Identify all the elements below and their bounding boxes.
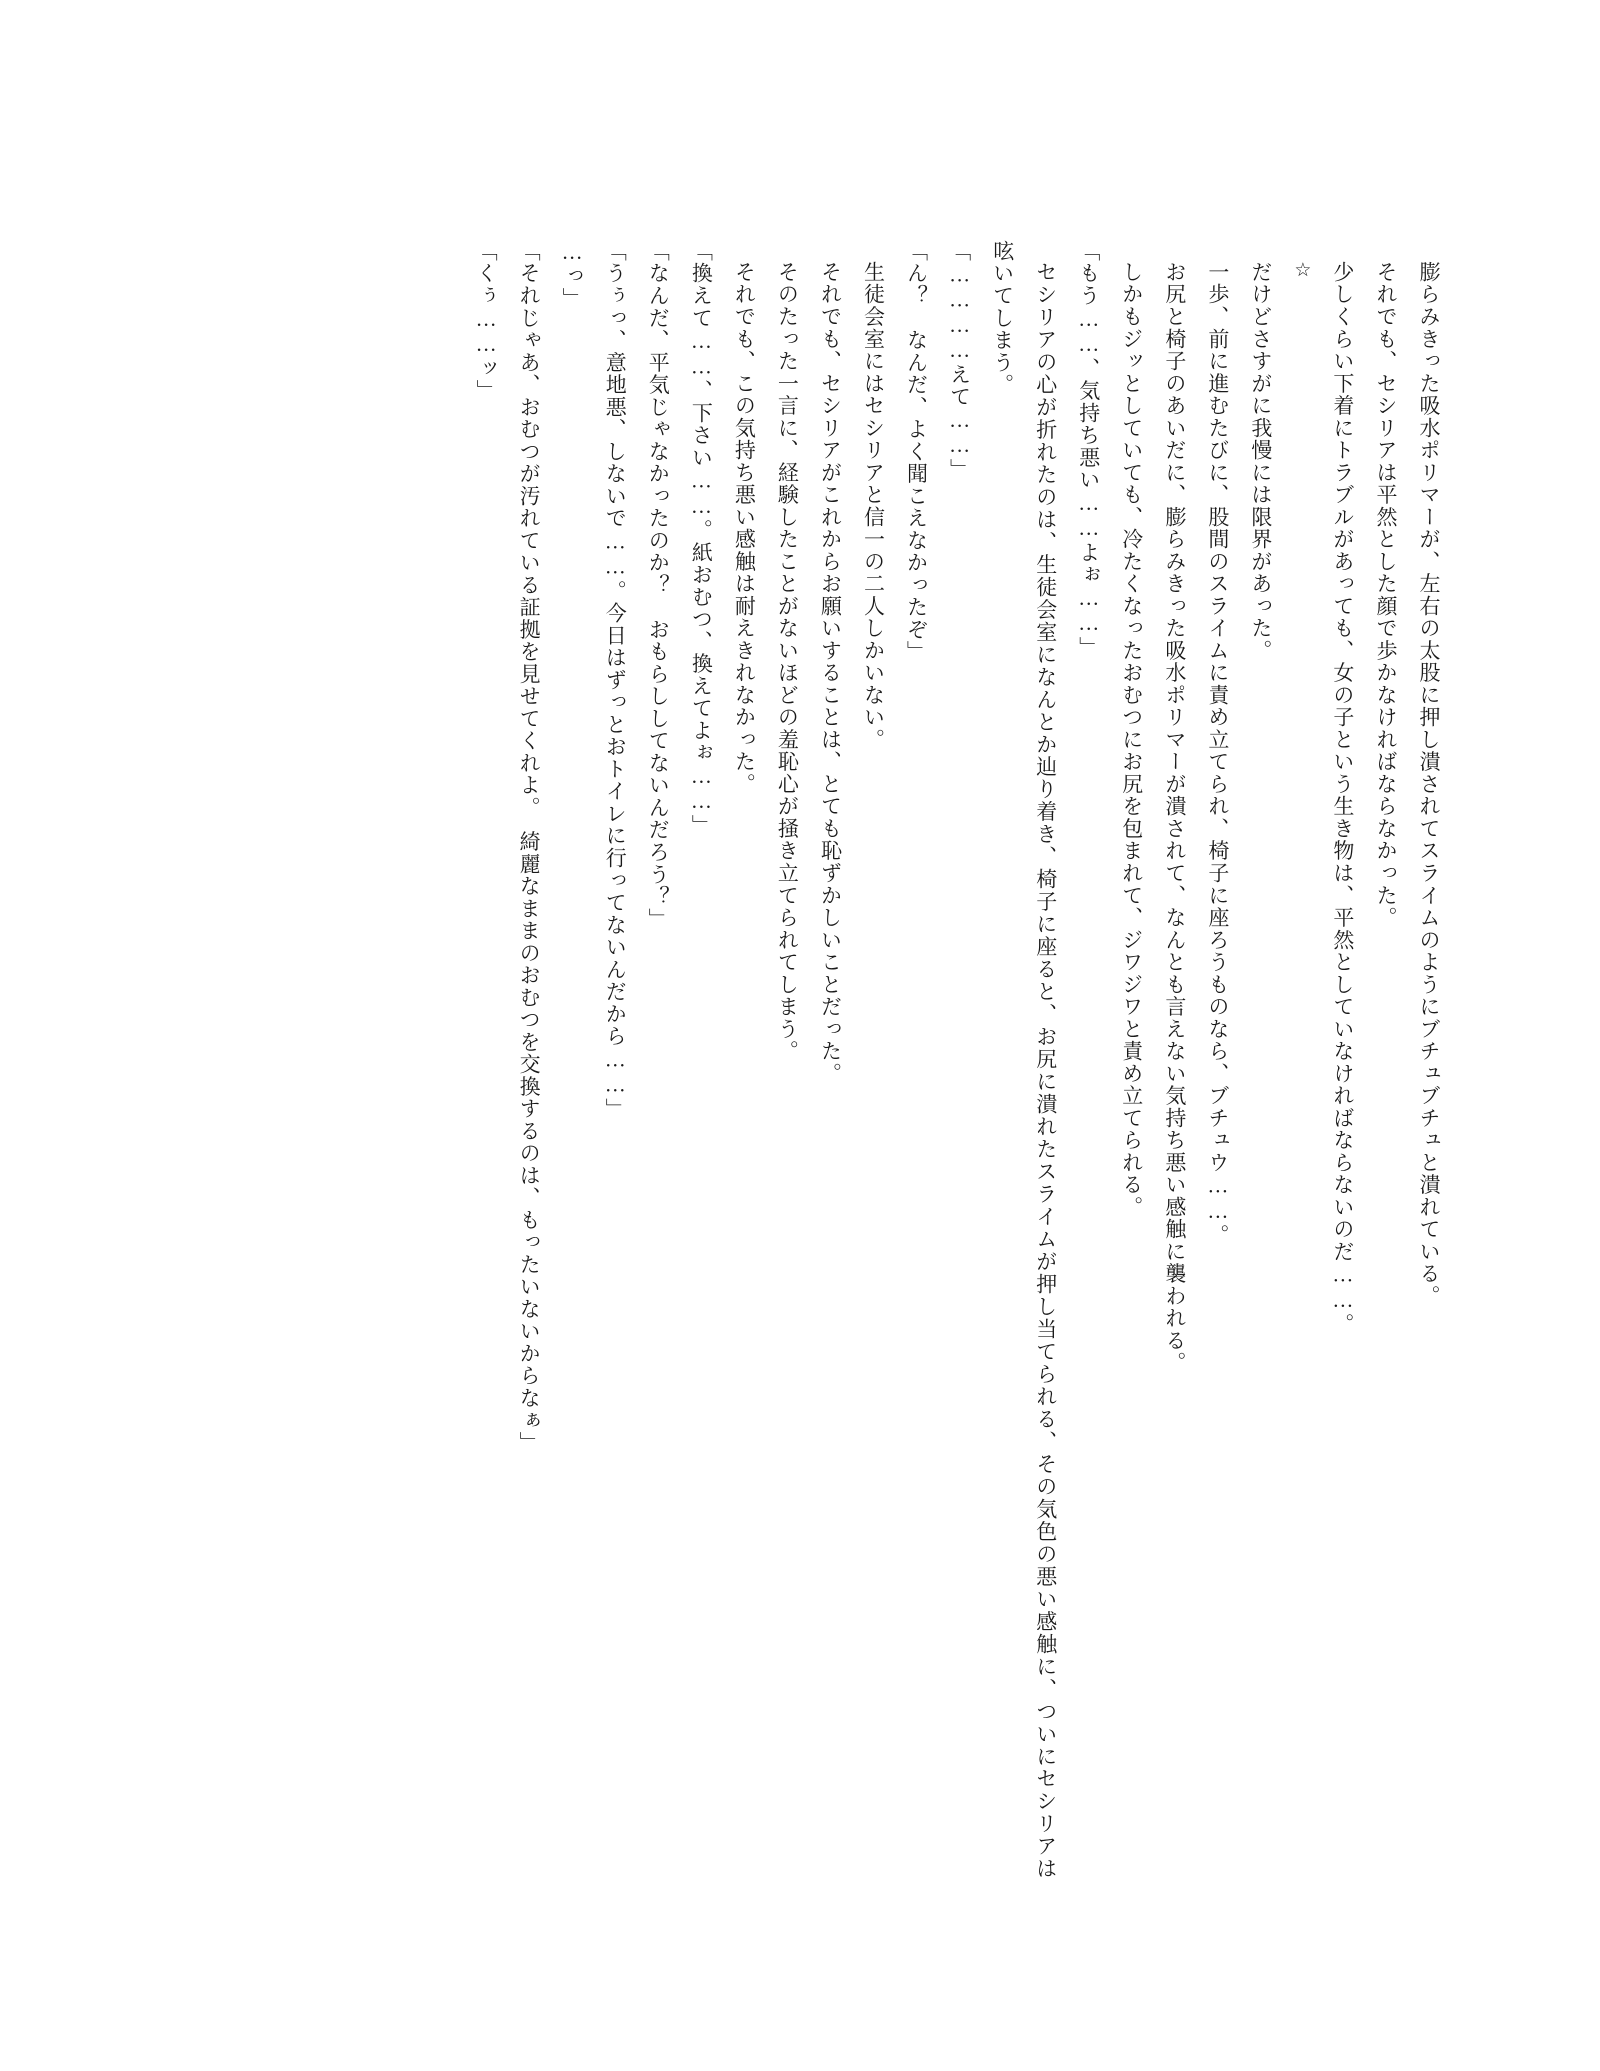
dialogue-line: 「くぅ……ッ」 [474, 240, 499, 402]
paragraph: セシリアの心が折れたのは、生徒会室になんとか辿り着き、椅子に座ると、お尻に潰れたスライムが押し当てられる、その気色の悪い感触に、ついにセシリアは呟いてしまう。 [990, 240, 1058, 1880]
dialogue-line: 「なんだ、平気じゃなかったのか？ おもらししてないんだろう？」 [646, 240, 671, 931]
dialogue-line: …っ」 [560, 240, 585, 310]
paragraph: 一歩、前に進むたびに、股間のスライムに責め立てられ、椅子に座ろうものなら、ブチュウ……。 [1205, 261, 1230, 1247]
paragraph: 膨らみきった吸水ポリマーが、左右の太股に押し潰されてスライムのようにブチュブチュと潰れている。 [1417, 261, 1441, 1308]
dialogue-line: 「ん？ なんだ、よく聞こえなかったぞ」 [904, 240, 929, 663]
paragraph: お尻と椅子のあいだに、膨らみきった吸水ポリマーが潰されて、なんとも言えない気持ち悪い感触に襲われる。 [1162, 261, 1187, 1374]
dialogue-line: 「換えて……、下さい……。紙おむつ、換えてよぉ……」 [689, 240, 714, 837]
dialogue-line: 「…………えて……」 [947, 240, 972, 481]
paragraph: それでも、この気持ち悪い感触は耐えきれなかった。 [732, 261, 757, 796]
vertical-text-body [260, 240, 1450, 1880]
dialogue-line: 「それじゃあ、おむつが汚れている証拠を見せてくれよ。 綺麗なままのおむつを交換するのは、もったいないからなぁ」 [517, 240, 542, 1454]
paragraph: 生徒会室にはセシリアと信一の二人しかいない。 [861, 261, 886, 751]
paragraph: そのたった一言に、経験したことがないほどの羞恥心が掻き立てられてしまう。 [775, 261, 800, 1063]
dialogue-line: 「もう……、気持ち悪い……よぉ……」 [1076, 240, 1101, 659]
paragraph: それでも、セシリアがこれからお願いすることは、とても恥ずかしいことだった。 [818, 261, 843, 1085]
paragraph: それでも、セシリアは平然とした顔で歩かなければならなかった。 [1373, 261, 1398, 929]
section-divider: ☆ [1291, 259, 1313, 281]
paragraph: しかもジッとしていても、冷たくなったおむつにお尻を包まれて、ジワジワと責め立てられる。 [1119, 261, 1144, 1219]
paragraph: だけどさすがに我慢には限界があった。 [1248, 261, 1273, 662]
dialogue-line: 「うぅっ、意地悪、しないで……。今日はずっとおトイレに行ってないんだから……」 [603, 240, 628, 1121]
paragraph: 少しくらい下着にトラブルがあっても、女の子という生き物は、平然としていなければならないのだ……。 [1330, 261, 1355, 1336]
